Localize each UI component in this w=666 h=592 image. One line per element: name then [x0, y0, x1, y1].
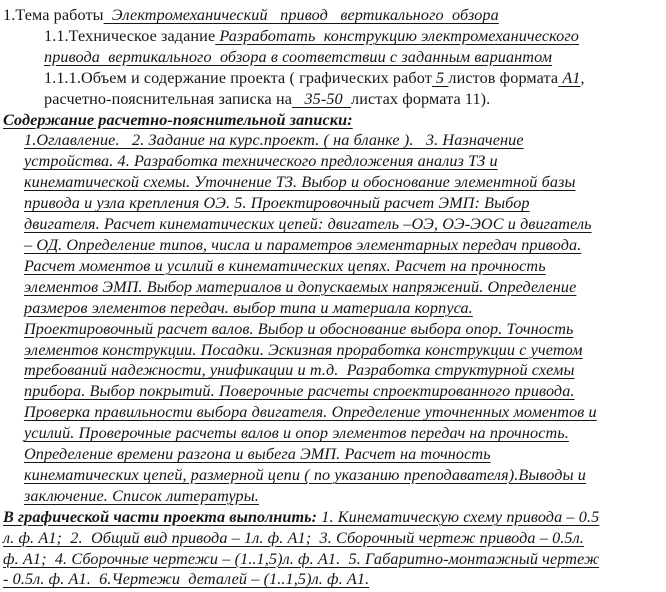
text-segment: 1.1.1.Объем и содержание проекта ( графических работ: [44, 68, 432, 87]
text-segment: устройства. 4. Разработка технического предложения анализ ТЗ и: [24, 152, 498, 171]
text-line: [3, 444, 666, 465]
text-segment: элементов ЭМП. Выбор материалов и допускаемых напряжений. Определение: [24, 277, 577, 296]
text-segment: прибора. Выбор покрытий. Поверочные расчеты спроектированного привода.: [24, 382, 575, 401]
text-segment: А1: [558, 68, 581, 87]
text-segment: кинематических цепей, размерной цепи ( по указанию преподавателя).Выводы и: [24, 465, 586, 484]
text-segment: листах формата 11).: [351, 89, 491, 108]
text-segment: элементов конструкции. Посадки. Эскизная проработка конструкции с учетом: [24, 340, 583, 359]
text-line: [3, 486, 666, 507]
text-segment: усилий. Проверочные расчеты валов и опор элементов передач на прочность.: [24, 424, 569, 443]
text-segment: В графической части проекта выполнить:: [3, 507, 318, 526]
text-segment: Проектировочный расчет валов. Выбор и обоснование выбора опор. Точность: [24, 319, 574, 338]
text-segment: л. ф. А1; 2. Общий вид привода – 1л. ф. А1; 3. Сборочный чертеж привода – 0.5л.: [3, 528, 584, 547]
text-segment: 1. Кинематическую схему привода – 0.5: [317, 507, 600, 526]
text-segment: 35-50: [292, 89, 352, 108]
text-line: [3, 47, 666, 68]
text-line: [3, 89, 666, 110]
text-segment: двигателя. Расчет кинематических цепей: двигатель –ОЭ, ОЭ-ЭОС и двигатель: [24, 215, 592, 234]
text-line: [3, 569, 666, 590]
text-segment: Содержание расчетно-пояснительной записки:: [3, 110, 353, 129]
text-line: [3, 549, 666, 570]
text-segment: Электромеханический привод вертикального обзора: [103, 6, 499, 24]
text-line: [3, 465, 666, 486]
text-line: [3, 151, 666, 172]
text-segment: ,: [580, 68, 585, 87]
text-segment: 1.1.Техническое задание: [44, 26, 216, 45]
text-segment: ф. А1; 4. Сборочные чертежи – (1..1,5)л. ф. А1. 5. Габаритно-монтажный чертеж: [3, 549, 600, 568]
text-line: [3, 402, 666, 423]
text-line: [3, 130, 666, 151]
text-line: [3, 277, 666, 298]
text-segment: 5: [431, 68, 449, 87]
text-line: [3, 319, 666, 340]
text-line: [3, 68, 666, 89]
text-line: [3, 235, 666, 256]
text-segment: заключение. Список литературы.: [24, 486, 259, 505]
text-line: [3, 214, 666, 235]
text-segment: 1.Тема работы: [3, 6, 104, 24]
text-line: [3, 172, 666, 193]
text-line: [3, 340, 666, 361]
text-line: [3, 423, 666, 444]
document-body: [3, 5, 666, 590]
text-line: [3, 528, 666, 549]
text-line: [3, 381, 666, 402]
text-segment: Проверка правильности выбора двигателя. Определение уточненных моментов и: [24, 403, 597, 422]
text-segment: Разработать конструкцию электромеханического: [215, 26, 579, 45]
text-segment: размеров элементов передач. выбор типа и материала корпуса.: [24, 298, 473, 317]
text-line: [3, 256, 666, 277]
text-segment: – ОД. Определение типов, числа и параметров элементарных передач привода.: [24, 235, 582, 254]
text-line: [3, 298, 666, 319]
text-line: [3, 26, 666, 47]
text-segment: кинематической схемы. Уточнение ТЗ. Выбор и обоснование элементной базы: [24, 173, 576, 192]
text-segment: - 0.5л. ф. А1. 6.Чертежи деталей – (1..1,5)л. ф. А1.: [3, 570, 370, 589]
text-line: [3, 507, 666, 528]
text-segment: расчетно-пояснительная записка на: [44, 89, 293, 108]
text-segment: листов формата: [448, 68, 559, 87]
text-segment: требований надежности, унификации и т.д. Разработка структурной схемы: [24, 361, 575, 380]
text-segment: привода вертикального обзора в соответствии с заданным вариантом: [44, 47, 553, 66]
text-line: [3, 193, 666, 214]
text-line: [3, 360, 666, 381]
text-line: [3, 110, 666, 131]
text-segment: привода и узла крепления ОЭ. 5. Проектировочный расчет ЭМП: Выбор: [24, 194, 530, 213]
text-segment: 1.Оглавление. 2. Задание на курс.проект. ( на бланке ). 3. Назначение: [24, 131, 524, 150]
text-segment: Определение времени разгона и выбега ЭМП. Расчет на точность: [24, 445, 491, 464]
text-segment: Расчет моментов и усилий в кинематических цепях. Расчет на прочность: [24, 256, 546, 275]
text-line: [3, 5, 666, 26]
